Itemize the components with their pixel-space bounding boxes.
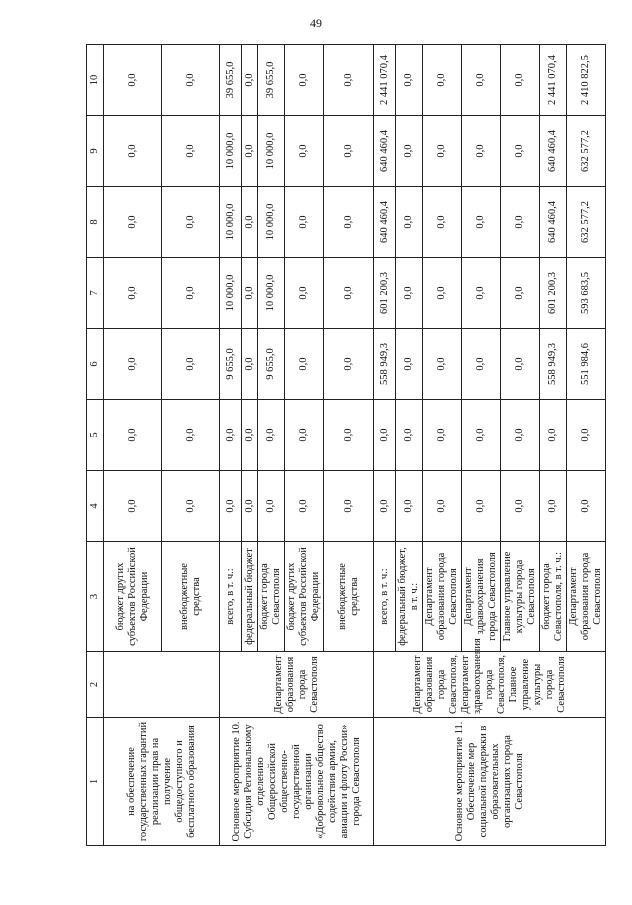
amount-cell: 601 200,3 bbox=[374, 258, 396, 329]
amount-cell: 0,0 bbox=[540, 400, 567, 471]
amount-cell: 0,0 bbox=[285, 400, 324, 471]
rotated-table-container bbox=[86, 46, 603, 846]
amount-cell: 0,0 bbox=[462, 187, 501, 258]
amount-cell: 10 000,0 bbox=[220, 187, 242, 258]
amount-cell: 0,0 bbox=[162, 329, 220, 400]
amount-cell: 0,0 bbox=[462, 116, 501, 187]
funding-source-cell: всего, в т. ч.: bbox=[374, 542, 396, 652]
amount-cell: 0,0 bbox=[396, 187, 423, 258]
amount-cell: 0,0 bbox=[162, 471, 220, 542]
amount-cell: 0,0 bbox=[285, 116, 324, 187]
amount-cell: 0,0 bbox=[462, 258, 501, 329]
amount-cell: 0,0 bbox=[104, 116, 162, 187]
amount-cell: 0,0 bbox=[285, 258, 324, 329]
amount-cell: 0,0 bbox=[242, 45, 258, 116]
funding-source-cell: бюджет города Севастополя, в т. ч.: bbox=[540, 542, 567, 652]
amount-cell: 9 655,0 bbox=[258, 329, 285, 400]
amount-cell: 0,0 bbox=[162, 258, 220, 329]
header-cell: 1 bbox=[87, 718, 104, 846]
funding-source-cell: всего, в т. ч.: bbox=[220, 542, 242, 652]
executor-cell: Департамент образования города Севастополя, Департамент здравоохранения города Севастополя, Главное управление культуры города Севастополя bbox=[374, 652, 606, 718]
amount-cell: 0,0 bbox=[396, 116, 423, 187]
amount-cell: 0,0 bbox=[104, 45, 162, 116]
amount-cell: 558 949,3 bbox=[374, 329, 396, 400]
amount-cell: 0,0 bbox=[324, 258, 374, 329]
header-cell: 9 bbox=[87, 116, 104, 187]
funding-source-cell: бюджет других субъектов Российской Федерации bbox=[104, 542, 162, 652]
amount-cell: 0,0 bbox=[501, 187, 540, 258]
amount-cell: 0,0 bbox=[501, 116, 540, 187]
amount-cell: 0,0 bbox=[324, 187, 374, 258]
header-cell: 7 bbox=[87, 258, 104, 329]
amount-cell: 0,0 bbox=[423, 187, 462, 258]
amount-cell: 640 460,4 bbox=[374, 187, 396, 258]
amount-cell: 10 000,0 bbox=[220, 258, 242, 329]
amount-cell: 0,0 bbox=[258, 400, 285, 471]
header-row bbox=[87, 45, 104, 846]
amount-cell: 0,0 bbox=[396, 471, 423, 542]
funding-source-cell: Департамент здравоохранения города Севастополя bbox=[462, 542, 501, 652]
amount-cell: 10 000,0 bbox=[220, 116, 242, 187]
amount-cell: 0,0 bbox=[396, 400, 423, 471]
amount-cell: 0,0 bbox=[285, 187, 324, 258]
amount-cell: 0,0 bbox=[462, 329, 501, 400]
amount-cell: 0,0 bbox=[423, 471, 462, 542]
amount-cell: 0,0 bbox=[501, 471, 540, 542]
amount-cell: 2 410 822,5 bbox=[567, 45, 606, 116]
amount-cell: 0,0 bbox=[567, 471, 606, 542]
amount-cell: 0,0 bbox=[324, 116, 374, 187]
amount-cell: 0,0 bbox=[242, 187, 258, 258]
amount-cell: 0,0 bbox=[567, 400, 606, 471]
amount-cell: 632 577,2 bbox=[567, 116, 606, 187]
amount-cell: 0,0 bbox=[162, 116, 220, 187]
amount-cell: 0,0 bbox=[462, 471, 501, 542]
table-body bbox=[104, 45, 606, 846]
amount-cell: 640 460,4 bbox=[374, 116, 396, 187]
amount-cell: 640 460,4 bbox=[540, 116, 567, 187]
amount-cell: 10 000,0 bbox=[258, 258, 285, 329]
header-cell: 10 bbox=[87, 45, 104, 116]
amount-cell: 593 683,5 bbox=[567, 258, 606, 329]
amount-cell: 0,0 bbox=[501, 45, 540, 116]
funding-source-cell: бюджет других субъектов Российской Федерации bbox=[285, 542, 324, 652]
amount-cell: 0,0 bbox=[285, 329, 324, 400]
header-cell: 2 bbox=[87, 652, 104, 718]
amount-cell: 558 949,3 bbox=[540, 329, 567, 400]
executor-cell bbox=[104, 652, 220, 718]
funding-source-cell: Департамент образования города Севастополя bbox=[423, 542, 462, 652]
amount-cell: 0,0 bbox=[396, 258, 423, 329]
amount-cell: 0,0 bbox=[396, 45, 423, 116]
amount-cell: 0,0 bbox=[104, 258, 162, 329]
header-cell: 4 bbox=[87, 471, 104, 542]
amount-cell: 39 655,0 bbox=[220, 45, 242, 116]
budget-table bbox=[86, 44, 606, 846]
amount-cell: 551 984,6 bbox=[567, 329, 606, 400]
amount-cell: 39 655,0 bbox=[258, 45, 285, 116]
funding-source-cell: Главное управление культуры города Севастополя bbox=[501, 542, 540, 652]
amount-cell: 0,0 bbox=[285, 45, 324, 116]
amount-cell: 0,0 bbox=[396, 329, 423, 400]
table-row bbox=[374, 45, 396, 846]
amount-cell: 9 655,0 bbox=[220, 329, 242, 400]
amount-cell: 0,0 bbox=[285, 471, 324, 542]
amount-cell: 0,0 bbox=[423, 258, 462, 329]
header-cell: 8 bbox=[87, 187, 104, 258]
funding-source-cell: федеральный бюджет bbox=[242, 542, 258, 652]
amount-cell: 0,0 bbox=[242, 400, 258, 471]
amount-cell: 10 000,0 bbox=[258, 187, 285, 258]
amount-cell: 0,0 bbox=[324, 45, 374, 116]
amount-cell: 0,0 bbox=[258, 471, 285, 542]
amount-cell: 0,0 bbox=[104, 187, 162, 258]
amount-cell: 0,0 bbox=[501, 258, 540, 329]
amount-cell: 0,0 bbox=[374, 400, 396, 471]
amount-cell: 0,0 bbox=[501, 400, 540, 471]
funding-source-cell: внебюджетные средства bbox=[162, 542, 220, 652]
measure-cell: на обеспечение государственных гарантий реализации прав на получение общедоступного и бесплатного образования bbox=[104, 718, 220, 846]
amount-cell: 2 441 070,4 bbox=[540, 45, 567, 116]
amount-cell: 0,0 bbox=[324, 400, 374, 471]
amount-cell: 0,0 bbox=[162, 45, 220, 116]
amount-cell: 0,0 bbox=[423, 116, 462, 187]
amount-cell: 0,0 bbox=[423, 45, 462, 116]
amount-cell: 0,0 bbox=[242, 258, 258, 329]
amount-cell: 0,0 bbox=[462, 45, 501, 116]
amount-cell: 10 000,0 bbox=[258, 116, 285, 187]
funding-source-cell: бюджет города Севастополя bbox=[258, 542, 285, 652]
amount-cell: 0,0 bbox=[540, 471, 567, 542]
header-cell: 3 bbox=[87, 542, 104, 652]
funding-source-cell: Департамент образования города Севастополя bbox=[567, 542, 606, 652]
measure-cell: Основное мероприятие 10. Субсидия Региональному отделению Общероссийской общественно-государственной организации «Добровольное общество содействия армии, авиации и флоту России» города Севастополя bbox=[220, 718, 374, 846]
amount-cell: 0,0 bbox=[324, 471, 374, 542]
table-row bbox=[220, 45, 242, 846]
amount-cell: 0,0 bbox=[324, 329, 374, 400]
amount-cell: 601 200,3 bbox=[540, 258, 567, 329]
page-number: 49 bbox=[310, 16, 322, 30]
amount-cell: 2 441 070,4 bbox=[374, 45, 396, 116]
funding-source-cell: федеральный бюджет, в т. ч.: bbox=[396, 542, 423, 652]
funding-source-cell: внебюджетные средства bbox=[324, 542, 374, 652]
amount-cell: 640 460,4 bbox=[540, 187, 567, 258]
header-cell: 6 bbox=[87, 329, 104, 400]
amount-cell: 0,0 bbox=[104, 329, 162, 400]
amount-cell: 0,0 bbox=[423, 400, 462, 471]
header-cell: 5 bbox=[87, 400, 104, 471]
amount-cell: 0,0 bbox=[462, 400, 501, 471]
executor-cell: Департамент образования города Севастополя bbox=[220, 652, 374, 718]
amount-cell: 0,0 bbox=[162, 187, 220, 258]
amount-cell: 632 577,2 bbox=[567, 187, 606, 258]
amount-cell: 0,0 bbox=[220, 471, 242, 542]
amount-cell: 0,0 bbox=[162, 400, 220, 471]
amount-cell: 0,0 bbox=[501, 329, 540, 400]
amount-cell: 0,0 bbox=[104, 400, 162, 471]
amount-cell: 0,0 bbox=[220, 400, 242, 471]
amount-cell: 0,0 bbox=[104, 471, 162, 542]
amount-cell: 0,0 bbox=[374, 471, 396, 542]
amount-cell: 0,0 bbox=[242, 471, 258, 542]
table-row bbox=[104, 45, 162, 846]
amount-cell: 0,0 bbox=[242, 116, 258, 187]
amount-cell: 0,0 bbox=[242, 329, 258, 400]
amount-cell: 0,0 bbox=[423, 329, 462, 400]
measure-cell: Основное мероприятие 11. Обеспечение мер социальной поддержки в образовательных организациях города Севастополя bbox=[374, 718, 606, 846]
